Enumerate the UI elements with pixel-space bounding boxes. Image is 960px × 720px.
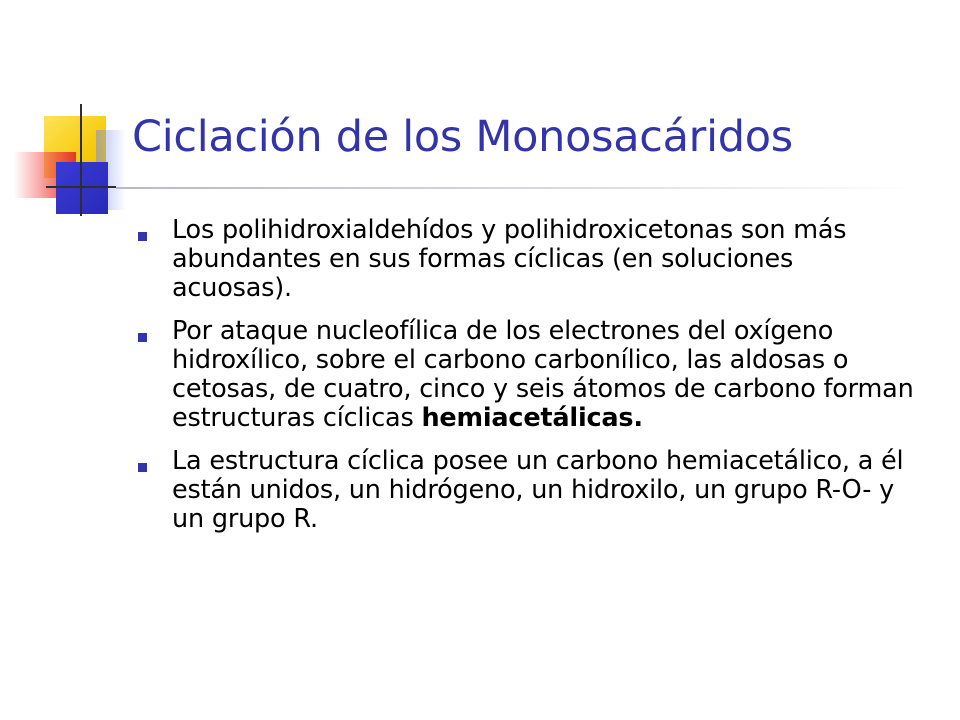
bullet-item-1 — [134, 216, 914, 303]
blue-square-decoration — [56, 162, 108, 214]
bullet-bold-term: hemiacetálicas. — [421, 403, 643, 433]
bullet-square-icon — [138, 463, 147, 472]
vertical-line-decoration — [80, 104, 82, 216]
bullet-list — [134, 216, 914, 548]
bullet-text-content: Por ataque nucleofílica de los electrones del oxígeno hidroxílico, sobre el carbono carbonílico, las aldosas o cetosas, de cuatro, cinco y seis átomos de carbono forman estructuras cíclicas — [172, 316, 914, 433]
bullet-text — [172, 216, 914, 303]
bullet-text-content: Los polihidroxialdehídos y polihidroxicetonas son más abundantes en sus formas cíclicas (en soluciones acuosas). — [172, 215, 847, 303]
decorative-logo-squares — [0, 0, 140, 230]
horizontal-line-decoration — [46, 186, 116, 188]
bullet-item-2 — [134, 317, 914, 433]
bullet-text — [172, 447, 914, 534]
bullet-text-content: La estructura cíclica posee un carbono hemiacetálico, a él están unidos, un hidrógeno, un hidroxilo, un grupo R-O- y un grupo R. — [172, 446, 904, 534]
bullet-square-icon — [138, 333, 147, 342]
bullet-item-3 — [134, 447, 914, 534]
bullet-text — [172, 317, 914, 433]
title-underline — [116, 187, 916, 189]
bullet-square-icon — [138, 232, 147, 241]
slide-title: Ciclación de los Monosacáridos — [132, 112, 793, 162]
